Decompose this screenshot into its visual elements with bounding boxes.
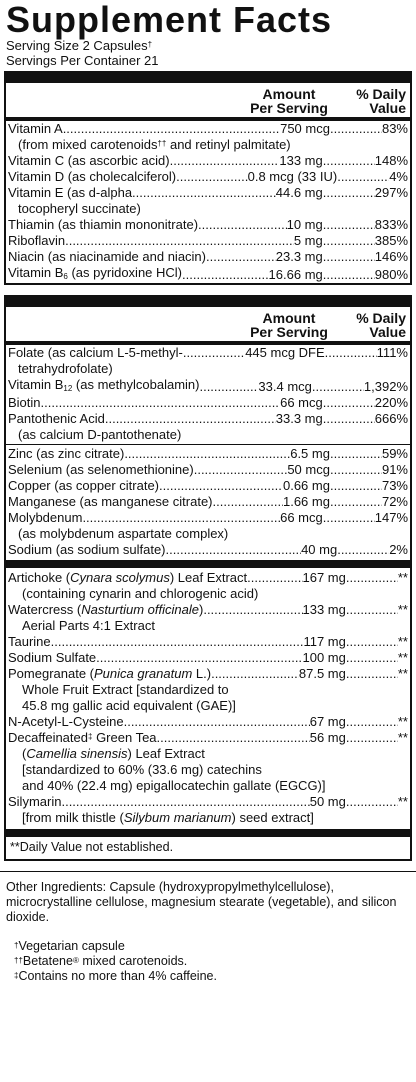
daily-value: 146% <box>374 249 408 264</box>
leader-dots <box>198 217 287 233</box>
leader-dots <box>346 714 398 730</box>
leader-dots <box>323 411 375 427</box>
leader-dots <box>323 510 375 526</box>
leader-dots <box>51 634 304 650</box>
leader-dots <box>82 510 280 526</box>
nutrient-name: Silymarin <box>8 794 62 809</box>
leader-dots <box>166 542 302 558</box>
leader-dots <box>65 233 294 249</box>
amount-value: 16.66 mg <box>268 267 323 282</box>
daily-value: 666% <box>374 411 408 426</box>
daily-value: ** <box>397 570 408 585</box>
table-row <box>8 666 408 682</box>
amount-value: 0.8 mcg (33 IU) <box>247 169 338 184</box>
name-part: Pomegranate ( <box>8 666 94 681</box>
leader-dots <box>105 411 276 427</box>
leader-dots <box>124 446 290 462</box>
nutrient-name <box>8 265 182 283</box>
leader-dots <box>323 185 375 201</box>
table-row <box>8 510 408 526</box>
name-italic: Nasturtium officinale <box>81 602 199 617</box>
leader-dots <box>337 542 389 558</box>
name-subscript: 6 <box>63 272 68 281</box>
name-italic: Punica granatum <box>94 666 193 681</box>
dv-not-established: **Daily Value not established. <box>10 840 174 854</box>
footnote-betatene: ††Betatene® mixed carotenoids. <box>14 954 188 968</box>
table-row <box>8 377 408 395</box>
daily-value: ** <box>397 794 408 809</box>
vitamins-table-1 <box>4 71 412 285</box>
amount-value: 0.66 mg <box>282 478 330 493</box>
serving-info <box>0 38 416 68</box>
leader-dots <box>346 650 398 666</box>
other-ingredients: Other Ingredients: Capsule (hydroxypropylmethylcellulose), microcrystalline cellulose, magnesium stearate (vegetable), and silicon dioxide. <box>6 880 397 924</box>
amount-value: 23.3 mg <box>275 249 323 264</box>
daily-value: 72% <box>381 494 408 509</box>
name-part: Vitamin B <box>8 377 64 392</box>
name-subscript: 12 <box>63 384 73 393</box>
nutrient-name <box>8 570 247 586</box>
other-ingredients-list <box>6 568 410 826</box>
amount-value: 44.6 mg <box>275 185 323 200</box>
leader-dots <box>176 169 248 185</box>
table-row <box>8 714 408 730</box>
leader-dots <box>323 267 375 283</box>
leader-dots <box>211 666 299 682</box>
table-header: Amount Per Serving % Daily Value <box>250 86 406 116</box>
table-row <box>8 570 408 586</box>
amount-value: 445 mcg DFE <box>245 345 325 360</box>
table-row <box>8 345 408 361</box>
nutrient-name: Zinc (as zinc citrate) <box>8 446 125 461</box>
daily-value: 59% <box>381 446 408 461</box>
amount-value: 66 mcg <box>280 395 323 410</box>
amount-value: 40 mg <box>301 542 338 557</box>
leader-dots <box>199 379 258 395</box>
serving-size: Serving Size 2 Capsules† <box>6 38 153 53</box>
daily-value: 91% <box>381 462 408 477</box>
leader-dots <box>323 153 375 169</box>
nutrient-detail: Whole Fruit Extract [standardized to <box>22 682 229 697</box>
amount-value: 87.5 mg <box>298 666 346 681</box>
name-italic: Cynara scolymus <box>70 570 170 585</box>
nutrient-detail: (Camellia sinensis) Leaf Extract <box>22 746 205 761</box>
leader-dots <box>206 249 276 265</box>
nutrient-detail: tetrahydrofolate) <box>18 361 113 376</box>
nutrient-detail: (containing cynarin and chlorogenic acid) <box>22 586 259 601</box>
amount-value: 100 mg <box>302 650 346 665</box>
leader-dots <box>330 446 382 462</box>
nutrient-name: Vitamin A <box>8 121 63 136</box>
leader-dots <box>323 249 375 265</box>
nutrient-name <box>8 666 211 682</box>
table-row <box>8 650 408 666</box>
name-part: (as pyridoxine HCl) <box>67 265 183 280</box>
leader-dots <box>330 494 382 510</box>
mineral-list <box>6 446 410 558</box>
table-row <box>8 249 408 265</box>
amount-value: 750 mcg <box>280 121 330 136</box>
leader-dots <box>96 650 302 666</box>
leader-dots <box>41 395 281 411</box>
nutrient-name <box>8 730 157 746</box>
nutrient-list <box>6 121 410 283</box>
nutrient-detail: 45.8 mg gallic acid equivalent (GAE)] <box>22 698 236 713</box>
nutrient-name: Vitamin C (as ascorbic acid) <box>8 153 170 168</box>
table-row <box>8 185 408 201</box>
leader-dots <box>323 217 375 233</box>
nutrient-detail: (as calcium D-pantothenate) <box>18 427 182 442</box>
nutrient-name <box>8 602 203 618</box>
nutrient-name: Taurine <box>8 634 51 649</box>
leader-dots <box>170 153 280 169</box>
nutrient-name: Molybdenum <box>8 510 83 525</box>
amount-value: 67 mg <box>309 714 346 729</box>
amount-value: 50 mcg <box>287 462 330 477</box>
daily-value: 385% <box>374 233 408 248</box>
nutrient-name: Sodium (as sodium sulfate) <box>8 542 166 557</box>
nutrient-name: Niacin (as niacinamide and niacin) <box>8 249 206 264</box>
table-row <box>8 602 408 618</box>
leader-dots <box>346 666 398 682</box>
amount-value: 50 mg <box>309 794 346 809</box>
page-title: Supplement Facts <box>6 0 333 40</box>
name-part: Vitamin B <box>8 265 64 280</box>
name-part: L.) <box>192 666 212 681</box>
daily-value: ** <box>397 714 408 729</box>
daily-value: 833% <box>374 217 408 232</box>
vitamins-table-2 <box>4 295 412 861</box>
leader-dots <box>61 794 309 810</box>
daily-value: 297% <box>374 185 408 200</box>
name-part: Decaffeinated <box>8 730 88 745</box>
leader-dots <box>330 462 382 478</box>
daily-value: 148% <box>374 153 408 168</box>
nutrient-detail: Aerial Parts 4:1 Extract <box>22 618 155 633</box>
leader-dots <box>124 714 310 730</box>
leader-dots <box>183 345 245 361</box>
nutrient-detail: and 40% (22.4 mg) epigallocatechin gallate (EGCG)] <box>22 778 326 793</box>
nutrient-list-2 <box>6 345 410 443</box>
leader-dots <box>346 794 398 810</box>
table-row <box>8 217 408 233</box>
leader-dots <box>213 494 283 510</box>
table-row <box>8 478 408 494</box>
table-row <box>8 462 408 478</box>
table-row <box>8 265 408 283</box>
daily-value: 83% <box>381 121 408 136</box>
nutrient-detail: [from milk thistle (Silybum marianum) seed extract] <box>22 810 314 825</box>
table-row <box>8 730 408 746</box>
nutrient-name: Thiamin (as thiamin mononitrate) <box>8 217 199 232</box>
leader-dots <box>346 634 398 650</box>
table-header-2: Amount Per Serving % Daily Value <box>250 310 406 340</box>
table-row <box>8 794 408 810</box>
daily-value: 980% <box>374 267 408 282</box>
leader-dots <box>203 602 302 618</box>
nutrient-name: Pantothenic Acid <box>8 411 105 426</box>
leader-dots <box>312 379 364 395</box>
table-row <box>8 494 408 510</box>
leader-dots <box>194 462 288 478</box>
nutrient-detail: [standardized to 60% (33.6 mg) catechins <box>22 762 262 777</box>
nutrient-name: Manganese (as manganese citrate) <box>8 494 213 509</box>
leader-dots <box>325 345 377 361</box>
leader-dots <box>132 185 276 201</box>
daily-value: ** <box>397 730 408 745</box>
leader-dots <box>323 395 375 411</box>
leader-dots <box>330 121 382 137</box>
name-part: Artichoke ( <box>8 570 71 585</box>
name-part: (as methylcobalamin) <box>72 377 200 392</box>
table-row <box>8 233 408 249</box>
leader-dots <box>323 233 375 249</box>
amount-value: 5 mg <box>293 233 323 248</box>
leader-dots <box>346 570 398 586</box>
nutrient-name: Vitamin D (as cholecalciferol) <box>8 169 177 184</box>
daily-value: ** <box>397 602 408 617</box>
amount-value: 167 mg <box>302 570 346 585</box>
daily-value: 4% <box>389 169 408 184</box>
daily-value: ** <box>397 650 408 665</box>
table-row <box>8 169 408 185</box>
leader-dots <box>346 602 398 618</box>
amount-value: 33.3 mg <box>275 411 323 426</box>
daily-value: ** <box>397 666 408 681</box>
nutrient-name: Selenium (as selenomethionine) <box>8 462 194 477</box>
leader-dots <box>330 478 382 494</box>
nutrient-name: Vitamin E (as d-alpha <box>8 185 133 200</box>
daily-value: 2% <box>389 542 408 557</box>
nutrient-name: Sodium Sulfate <box>8 650 97 665</box>
leader-dots <box>159 478 283 494</box>
leader-dots <box>63 121 280 137</box>
nutrient-detail: (from mixed carotenoids†† and retinyl palmitate) <box>18 137 291 152</box>
name-part: ) Leaf Extract <box>169 570 248 585</box>
leader-dots <box>182 267 269 283</box>
name-part: ) <box>198 602 204 617</box>
amount-value: 6.5 mg <box>290 446 330 461</box>
amount-value: 33.4 mcg <box>258 379 312 394</box>
leader-dots <box>157 730 310 746</box>
amount-value: 10 mg <box>286 217 323 232</box>
amount-value: 66 mcg <box>280 510 323 525</box>
nutrient-detail: tocopheryl succinate) <box>18 201 141 216</box>
nutrient-name: Folate (as calcium L-5-methyl- <box>8 345 183 360</box>
daily-value: ** <box>397 634 408 649</box>
amount-value: 117 mg <box>303 634 346 649</box>
daily-value: 147% <box>374 510 408 525</box>
name-part: Watercress ( <box>8 602 82 617</box>
table-row <box>8 542 408 558</box>
table-row <box>8 411 408 427</box>
nutrient-name <box>8 377 199 395</box>
nutrient-name: Riboflavin <box>8 233 66 248</box>
name-mark: ‡ <box>88 732 93 741</box>
name-part: Green Tea <box>92 730 157 745</box>
nutrient-name: N-Acetyl-L-Cysteine <box>8 714 124 729</box>
nutrient-detail: (as molybdenum aspartate complex) <box>18 526 229 541</box>
daily-value: 220% <box>374 395 408 410</box>
amount-value: 1.66 mg <box>282 494 330 509</box>
daily-value: 73% <box>381 478 408 493</box>
amount-value: 56 mg <box>309 730 346 745</box>
daily-value: 111% <box>376 345 408 360</box>
table-row <box>8 634 408 650</box>
footnote-caffeine: ‡Contains no more than 4% caffeine. <box>14 969 217 983</box>
leader-dots <box>247 570 302 586</box>
amount-value: 133 mg <box>279 153 323 168</box>
table-row <box>8 395 408 411</box>
leader-dots <box>337 169 389 185</box>
table-row <box>8 121 408 137</box>
table-row <box>8 153 408 169</box>
nutrient-name: Biotin <box>8 395 41 410</box>
nutrient-name: Copper (as copper citrate) <box>8 478 160 493</box>
footnote-vegetarian: †Vegetarian capsule <box>14 939 125 953</box>
daily-value: 1,392% <box>363 379 408 394</box>
table-row <box>8 446 408 462</box>
amount-value: 133 mg <box>302 602 346 617</box>
servings-per-container: Servings Per Container 21 <box>6 53 159 68</box>
leader-dots <box>346 730 398 746</box>
